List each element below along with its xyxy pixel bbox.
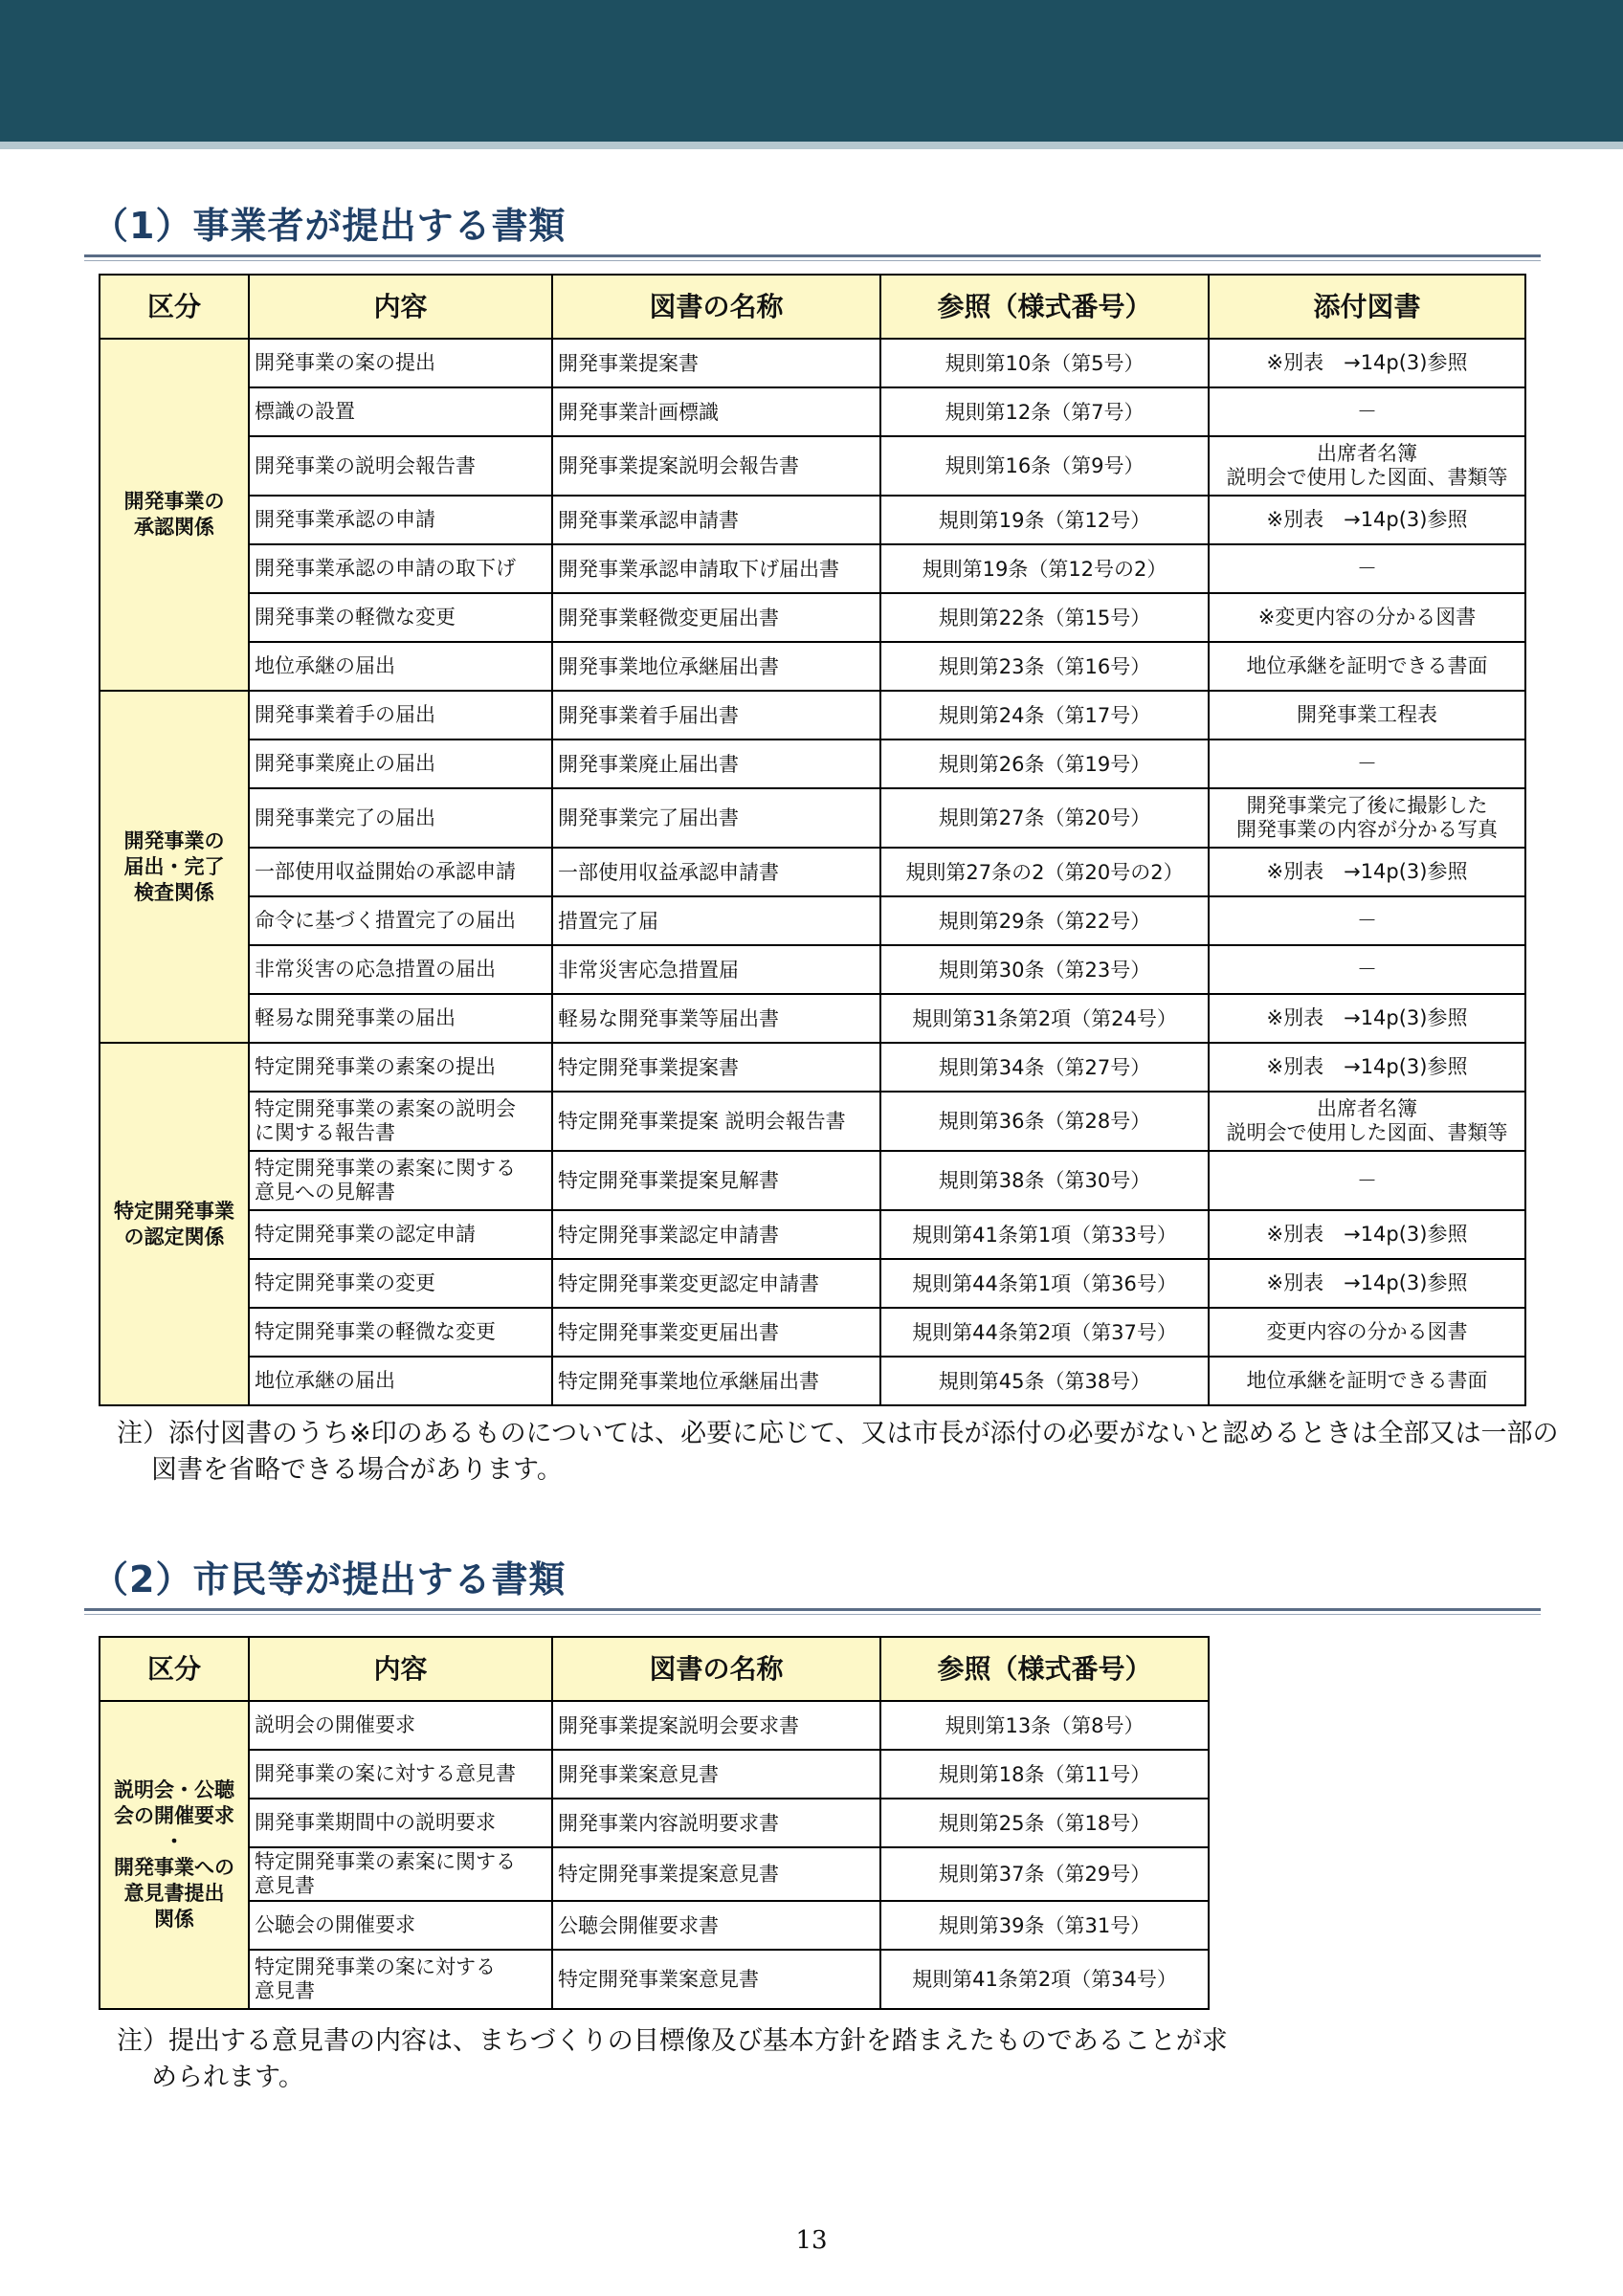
row-document-name-cell: 特定開発事業提案 説明会報告書 — [552, 1092, 880, 1151]
row-document-name-cell: 開発事業廃止届出書 — [552, 740, 880, 788]
row-attachments-cell: ※別表 →14p(3)参照 — [1209, 496, 1525, 544]
row-content-cell: 特定開発事業の変更 — [249, 1259, 552, 1308]
row-content-cell: 特定開発事業の素案に関する 意見への見解書 — [249, 1151, 552, 1210]
row-reference-cell: 規則第39条（第31号） — [880, 1901, 1209, 1950]
table-header-row — [100, 275, 1525, 339]
row-document-name-cell: 開発事業軽微変更届出書 — [552, 593, 880, 642]
row-reference-cell: 規則第34条（第27号） — [880, 1043, 1209, 1092]
table-row — [100, 788, 1525, 848]
row-reference-cell: 規則第13条（第8号） — [880, 1701, 1209, 1750]
table-row — [100, 994, 1525, 1043]
row-document-name-cell: 特定開発事業提案書 — [552, 1043, 880, 1092]
row-content-cell: 開発事業の案の提出 — [249, 339, 552, 387]
row-attachments-cell: － — [1209, 387, 1525, 436]
row-reference-cell: 規則第19条（第12号の2） — [880, 544, 1209, 593]
row-content-cell: 開発事業完了の届出 — [249, 788, 552, 848]
table-row — [100, 642, 1525, 691]
category-cell: 特定開発事業 の認定関係 — [100, 1043, 249, 1405]
row-attachments-cell: 地位承継を証明できる書面 — [1209, 642, 1525, 691]
table-row — [100, 1750, 1209, 1799]
row-reference-cell: 規則第25条（第18号） — [880, 1799, 1209, 1847]
page-number: 13 — [795, 2226, 828, 2255]
row-content-cell: 開発事業着手の届出 — [249, 691, 552, 740]
row-attachments-cell: 開発事業工程表 — [1209, 691, 1525, 740]
table-row — [100, 1151, 1525, 1210]
row-document-name-cell: 開発事業内容説明要求書 — [552, 1799, 880, 1847]
row-content-cell: 地位承継の届出 — [249, 1357, 552, 1405]
row-content-cell: 命令に基づく措置完了の届出 — [249, 896, 552, 945]
row-document-name-cell: 開発事業提案書 — [552, 339, 880, 387]
table-row — [100, 1901, 1209, 1950]
table-row — [100, 1210, 1525, 1259]
col-header-category: 区分 — [100, 275, 249, 339]
table-row — [100, 691, 1525, 740]
row-reference-cell: 規則第30条（第23号） — [880, 945, 1209, 994]
row-document-name-cell: 開発事業提案説明会報告書 — [552, 436, 880, 496]
row-attachments-cell: ※別表 →14p(3)参照 — [1209, 1210, 1525, 1259]
row-reference-cell: 規則第44条第2項（第37号） — [880, 1308, 1209, 1357]
col-header-reference: 参照（様式番号） — [880, 1637, 1209, 1701]
row-content-cell: 開発事業の説明会報告書 — [249, 436, 552, 496]
row-document-name-cell: 特定開発事業変更届出書 — [552, 1308, 880, 1357]
row-reference-cell: 規則第10条（第5号） — [880, 339, 1209, 387]
row-content-cell: 非常災害の応急措置の届出 — [249, 945, 552, 994]
section1-title: （1）事業者が提出する書類 — [84, 196, 1541, 257]
row-reference-cell: 規則第12条（第7号） — [880, 387, 1209, 436]
row-content-cell: 開発事業の軽微な変更 — [249, 593, 552, 642]
row-reference-cell: 規則第29条（第22号） — [880, 896, 1209, 945]
row-document-name-cell: 特定開発事業提案意見書 — [552, 1847, 880, 1901]
row-content-cell: 特定開発事業の軽微な変更 — [249, 1308, 552, 1357]
row-document-name-cell: 軽易な開発事業等届出書 — [552, 994, 880, 1043]
row-document-name-cell: 特定開発事業変更認定申請書 — [552, 1259, 880, 1308]
header-band-rule — [0, 142, 1623, 149]
row-document-name-cell: 公聴会開催要求書 — [552, 1901, 880, 1950]
row-content-cell: 一部使用収益開始の承認申請 — [249, 848, 552, 896]
table-row — [100, 1357, 1525, 1405]
row-attachments-cell: ※別表 →14p(3)参照 — [1209, 994, 1525, 1043]
header-band — [0, 0, 1623, 142]
row-attachments-cell: － — [1209, 740, 1525, 788]
category-cell: 開発事業の 承認関係 — [100, 339, 249, 691]
row-reference-cell: 規則第44条第1項（第36号） — [880, 1259, 1209, 1308]
row-document-name-cell: 措置完了届 — [552, 896, 880, 945]
row-attachments-cell: ※別表 →14p(3)参照 — [1209, 1043, 1525, 1092]
row-content-cell: 特定開発事業の素案に関する 意見書 — [249, 1847, 552, 1901]
row-document-name-cell: 非常災害応急措置届 — [552, 945, 880, 994]
section2-title: （2）市民等が提出する書類 — [84, 1550, 1541, 1611]
submission-table-business — [99, 274, 1526, 1406]
table-row — [100, 1259, 1525, 1308]
row-attachments-cell: － — [1209, 1151, 1525, 1210]
table-row — [100, 496, 1525, 544]
col-header-category: 区分 — [100, 1637, 249, 1701]
row-document-name-cell: 開発事業着手届出書 — [552, 691, 880, 740]
row-content-cell: 説明会の開催要求 — [249, 1701, 552, 1750]
row-reference-cell: 規則第22条（第15号） — [880, 593, 1209, 642]
table-row — [100, 1043, 1525, 1092]
row-reference-cell: 規則第37条（第29号） — [880, 1847, 1209, 1901]
row-document-name-cell: 特定開発事業提案見解書 — [552, 1151, 880, 1210]
row-reference-cell: 規則第38条（第30号） — [880, 1151, 1209, 1210]
row-attachments-cell: － — [1209, 896, 1525, 945]
category-cell: 開発事業の 届出・完了 検査関係 — [100, 691, 249, 1043]
row-attachments-cell: 開発事業完了後に撮影した 開発事業の内容が分かる写真 — [1209, 788, 1525, 848]
row-content-cell: 特定開発事業の素案の提出 — [249, 1043, 552, 1092]
row-attachments-cell: 出席者名簿 説明会で使用した図面、書類等 — [1209, 1092, 1525, 1151]
table-row — [100, 1950, 1209, 2009]
row-reference-cell: 規則第36条（第28号） — [880, 1092, 1209, 1151]
col-header-reference: 参照（様式番号） — [880, 275, 1209, 339]
table-row — [100, 387, 1525, 436]
row-attachments-cell: － — [1209, 945, 1525, 994]
table-row — [100, 339, 1525, 387]
col-header-content: 内容 — [249, 275, 552, 339]
row-reference-cell: 規則第41条第1項（第33号） — [880, 1210, 1209, 1259]
table-row — [100, 1308, 1525, 1357]
row-attachments-cell: 出席者名簿 説明会で使用した図面、書類等 — [1209, 436, 1525, 496]
row-document-name-cell: 一部使用収益承認申請書 — [552, 848, 880, 896]
row-content-cell: 軽易な開発事業の届出 — [249, 994, 552, 1043]
row-document-name-cell: 特定開発事業認定申請書 — [552, 1210, 880, 1259]
row-attachments-cell: － — [1209, 544, 1525, 593]
row-document-name-cell: 開発事業承認申請取下げ届出書 — [552, 544, 880, 593]
row-reference-cell: 規則第23条（第16号） — [880, 642, 1209, 691]
row-document-name-cell: 開発事業完了届出書 — [552, 788, 880, 848]
table-row — [100, 1092, 1525, 1151]
table-row — [100, 740, 1525, 788]
row-reference-cell: 規則第24条（第17号） — [880, 691, 1209, 740]
row-document-name-cell: 開発事業提案説明会要求書 — [552, 1701, 880, 1750]
row-reference-cell: 規則第27条（第20号） — [880, 788, 1209, 848]
row-attachments-cell: 変更内容の分かる図書 — [1209, 1308, 1525, 1357]
row-reference-cell: 規則第26条（第19号） — [880, 740, 1209, 788]
row-content-cell: 地位承継の届出 — [249, 642, 552, 691]
row-document-name-cell: 開発事業承認申請書 — [552, 496, 880, 544]
row-reference-cell: 規則第19条（第12号） — [880, 496, 1209, 544]
row-reference-cell: 規則第31条第2項（第24号） — [880, 994, 1209, 1043]
col-header-document-name: 図書の名称 — [552, 275, 880, 339]
col-header-content: 内容 — [249, 1637, 552, 1701]
row-attachments-cell: ※別表 →14p(3)参照 — [1209, 1259, 1525, 1308]
row-document-name-cell: 開発事業案意見書 — [552, 1750, 880, 1799]
row-document-name-cell: 特定開発事業案意見書 — [552, 1950, 880, 2009]
row-attachments-cell: ※別表 →14p(3)参照 — [1209, 339, 1525, 387]
table-row — [100, 544, 1525, 593]
row-attachments-cell: 地位承継を証明できる書面 — [1209, 1357, 1525, 1405]
row-document-name-cell: 特定開発事業地位承継届出書 — [552, 1357, 880, 1405]
row-content-cell: 開発事業期間中の説明要求 — [249, 1799, 552, 1847]
row-reference-cell: 規則第18条（第11号） — [880, 1750, 1209, 1799]
row-content-cell: 公聴会の開催要求 — [249, 1901, 552, 1950]
row-content-cell: 特定開発事業の素案の説明会 に関する報告書 — [249, 1092, 552, 1151]
table-row — [100, 945, 1525, 994]
table-row — [100, 593, 1525, 642]
row-attachments-cell: ※変更内容の分かる図書 — [1209, 593, 1525, 642]
category-cell: 説明会・公聴 会の開催要求 ・ 開発事業への 意見書提出 関係 — [100, 1701, 249, 2009]
submission-table-citizens — [99, 1636, 1210, 2010]
row-content-cell: 開発事業の案に対する意見書 — [249, 1750, 552, 1799]
row-content-cell: 開発事業承認の申請の取下げ — [249, 544, 552, 593]
row-content-cell: 標識の設置 — [249, 387, 552, 436]
row-content-cell: 開発事業廃止の届出 — [249, 740, 552, 788]
row-attachments-cell: ※別表 →14p(3)参照 — [1209, 848, 1525, 896]
section2-note: 注）提出する意見書の内容は、まちづくりの目標像及び基本方針を踏まえたものであることが求められます。 — [117, 2026, 1228, 2092]
row-content-cell: 特定開発事業の案に対する 意見書 — [249, 1950, 552, 2009]
table-row — [100, 436, 1525, 496]
section1-note: 注）添付図書のうち※印のあるものについては、必要に応じて、又は市長が添付の必要がないと認めるときは全部又は一部の図書を省略できる場合があります。 — [117, 1419, 1559, 1485]
row-reference-cell: 規則第27条の2（第20号の2） — [880, 848, 1209, 896]
row-content-cell: 開発事業承認の申請 — [249, 496, 552, 544]
row-reference-cell: 規則第16条（第9号） — [880, 436, 1209, 496]
row-content-cell: 特定開発事業の認定申請 — [249, 1210, 552, 1259]
table-row — [100, 1701, 1209, 1750]
row-document-name-cell: 開発事業計画標識 — [552, 387, 880, 436]
table-row — [100, 848, 1525, 896]
col-header-attachments: 添付図書 — [1209, 275, 1525, 339]
row-reference-cell: 規則第41条第2項（第34号） — [880, 1950, 1209, 2009]
col-header-document-name: 図書の名称 — [552, 1637, 880, 1701]
table-header-row — [100, 1637, 1209, 1701]
row-reference-cell: 規則第45条（第38号） — [880, 1357, 1209, 1405]
row-document-name-cell: 開発事業地位承継届出書 — [552, 642, 880, 691]
table-row — [100, 1847, 1209, 1901]
table-row — [100, 896, 1525, 945]
table-row — [100, 1799, 1209, 1847]
